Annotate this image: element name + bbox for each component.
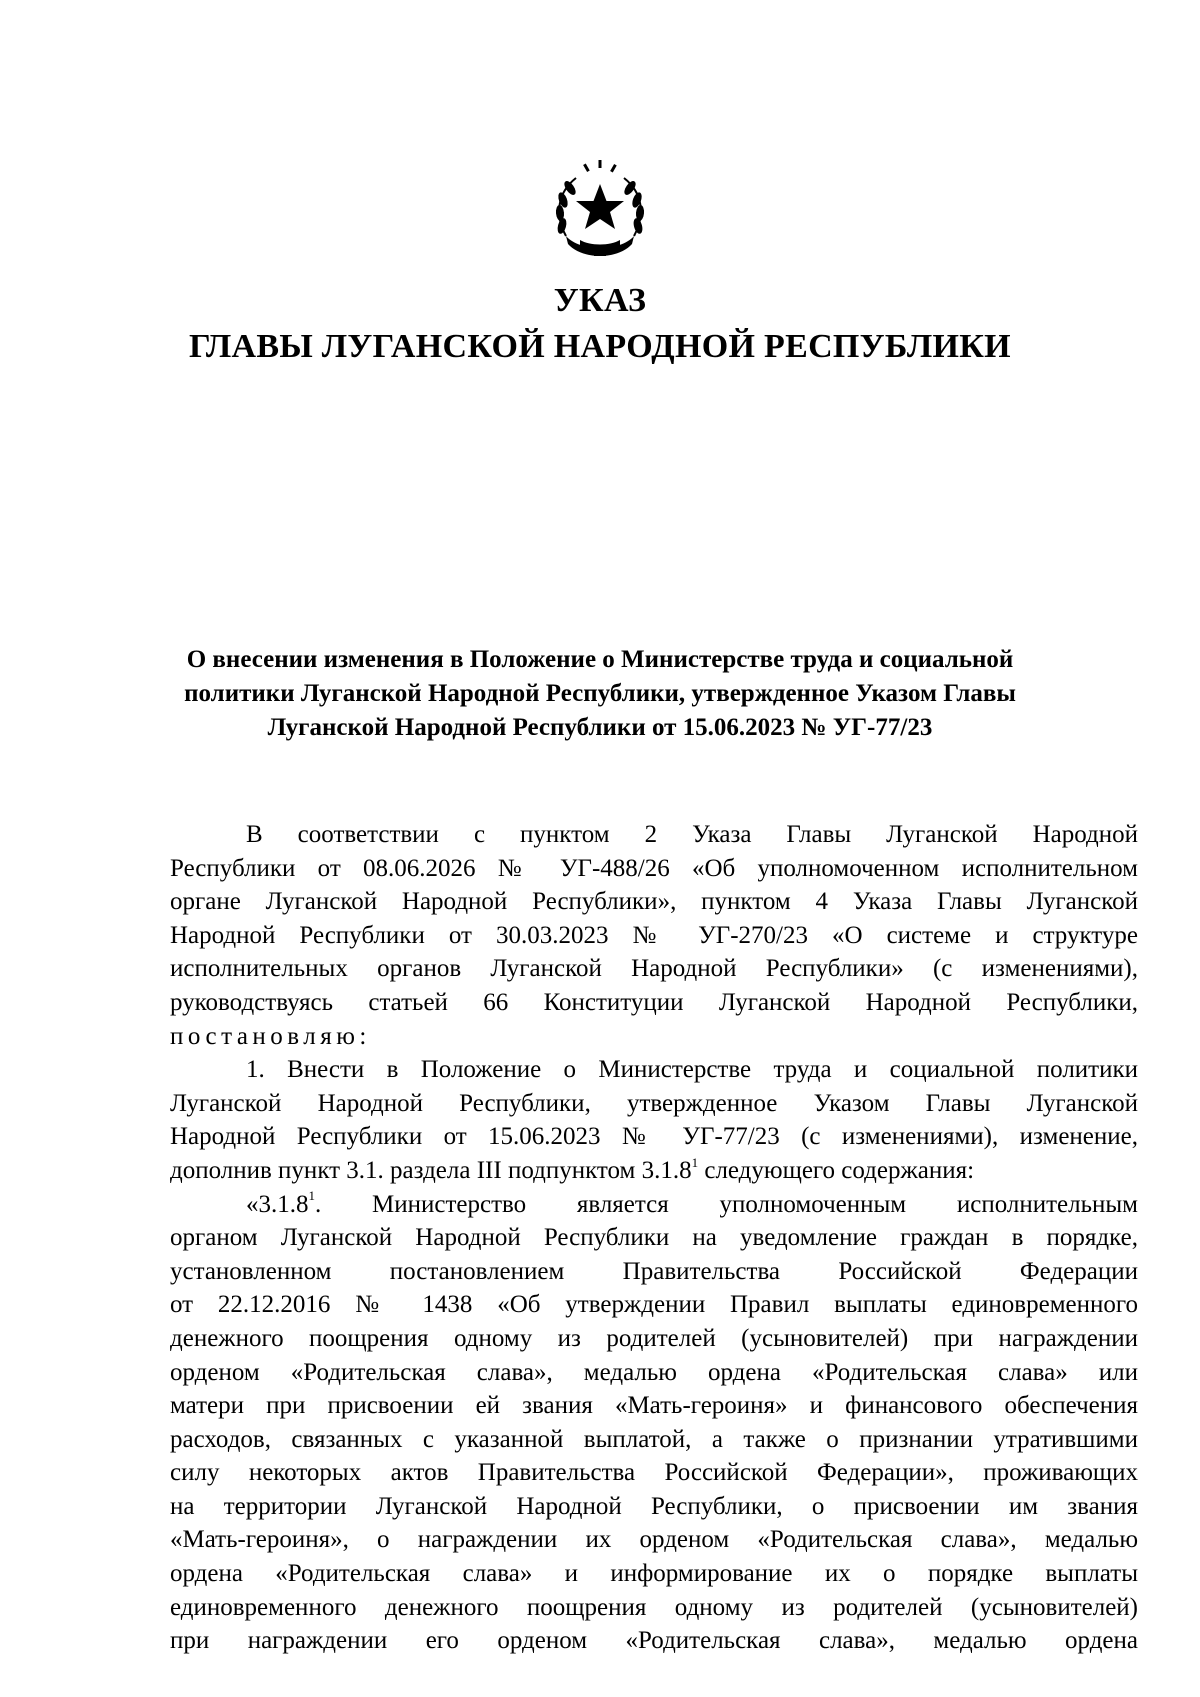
body-line: установленном постановлением Правительства Российской Федерации bbox=[170, 1257, 1138, 1285]
body-line: от 22.12.2016 № 1438 «Об утверждении Правил выплаты единовременного bbox=[170, 1291, 1138, 1319]
emblem-graphic bbox=[536, 140, 664, 268]
body-line-with-superscript bbox=[170, 1188, 1138, 1222]
body-line-tail: . Министерство является уполномоченным исполнительным bbox=[315, 1190, 1138, 1218]
body-line: исполнительных органов Луганской Народной Республики» (с изменениями), bbox=[170, 955, 1138, 983]
body-line: руководствуясь статьей 66 Конституции Луганской Народной Республики, bbox=[170, 988, 1138, 1016]
body-line: 1. Внести в Положение о Министерстве труда и социальной политики bbox=[246, 1056, 1138, 1084]
body-line-tail: следующего содержания: bbox=[698, 1156, 975, 1184]
document-type-title: УКАЗ bbox=[553, 282, 647, 319]
subject-line: политики Луганской Народной Республики, утвержденное Указом Главы bbox=[184, 680, 1016, 707]
coat-of-arms-icon bbox=[536, 140, 664, 268]
body-line: единовременного денежного поощрения одному из родителей (усыновителей) bbox=[170, 1593, 1138, 1621]
body-line-with-superscript bbox=[170, 1154, 1138, 1188]
body-line: органе Луганской Народной Республики», пунктом 4 Указа Главы Луганской bbox=[170, 888, 1138, 916]
body-line: Народной Республики от 15.06.2023 № УГ-77/23 (с изменениями), изменение, bbox=[170, 1123, 1138, 1151]
body-line: В соответствии с пунктом 2 Указа Главы Луганской Народной bbox=[246, 821, 1138, 848]
body-line: Республики от 08.06.2026 № УГ-488/26 «Об уполномоченном исполнительном bbox=[170, 854, 1138, 882]
body-line: орденом «Родительская слава», медалью ордена «Родительская слава» или bbox=[170, 1358, 1138, 1386]
subject-line: Луганской Народной Республики от 15.06.2023 № УГ-77/23 bbox=[267, 714, 933, 741]
superscript: 1 bbox=[308, 1188, 315, 1204]
decree-subject bbox=[170, 643, 1030, 745]
body-line: Луганской Народной Республики, утвержденное Указом Главы Луганской bbox=[170, 1089, 1138, 1117]
body-line: силу некоторых актов Правительства Российской Федерации», проживающих bbox=[170, 1459, 1138, 1487]
body-line: «Мать-героиня», о награждении их орденом «Родительская слава», медалью bbox=[170, 1526, 1138, 1554]
issuing-authority-title: ГЛАВЫ ЛУГАНСКОЙ НАРОДНОЙ РЕСПУБЛИКИ bbox=[189, 328, 1011, 365]
subject-line: О внесении изменения в Положение о Министерстве труда и социальной bbox=[186, 646, 1014, 673]
superscript: 1 bbox=[691, 1154, 699, 1170]
body-line: при награждении его орденом «Родительская слава», медалью ордена bbox=[170, 1627, 1138, 1655]
body-line-resolve: постановляю: bbox=[170, 1022, 371, 1050]
body-line: матери при присвоении ей звания «Мать-героиня» и финансового обеспечения bbox=[170, 1392, 1138, 1420]
body-line: ордена «Родительская слава» и информирование их о порядке выплаты bbox=[170, 1560, 1138, 1588]
body-line-text: дополнив пункт 3.1. раздела III подпунктом 3.1.8 bbox=[170, 1156, 692, 1184]
body-line: органом Луганской Народной Республики на уведомление граждан в порядке, bbox=[170, 1224, 1138, 1252]
decree-body bbox=[170, 818, 1138, 1658]
body-line: денежного поощрения одному из родителей (усыновителей) при награждении bbox=[170, 1324, 1138, 1352]
body-line: на территории Луганской Народной Республики, о присвоении им звания bbox=[170, 1492, 1138, 1520]
body-line-text: «3.1.8 bbox=[246, 1190, 309, 1218]
body-line: Народной Республики от 30.03.2023 № УГ-270/23 «О системе и структуре bbox=[170, 921, 1138, 949]
body-line: расходов, связанных с указанной выплатой, а также о признании утратившими bbox=[170, 1425, 1138, 1453]
